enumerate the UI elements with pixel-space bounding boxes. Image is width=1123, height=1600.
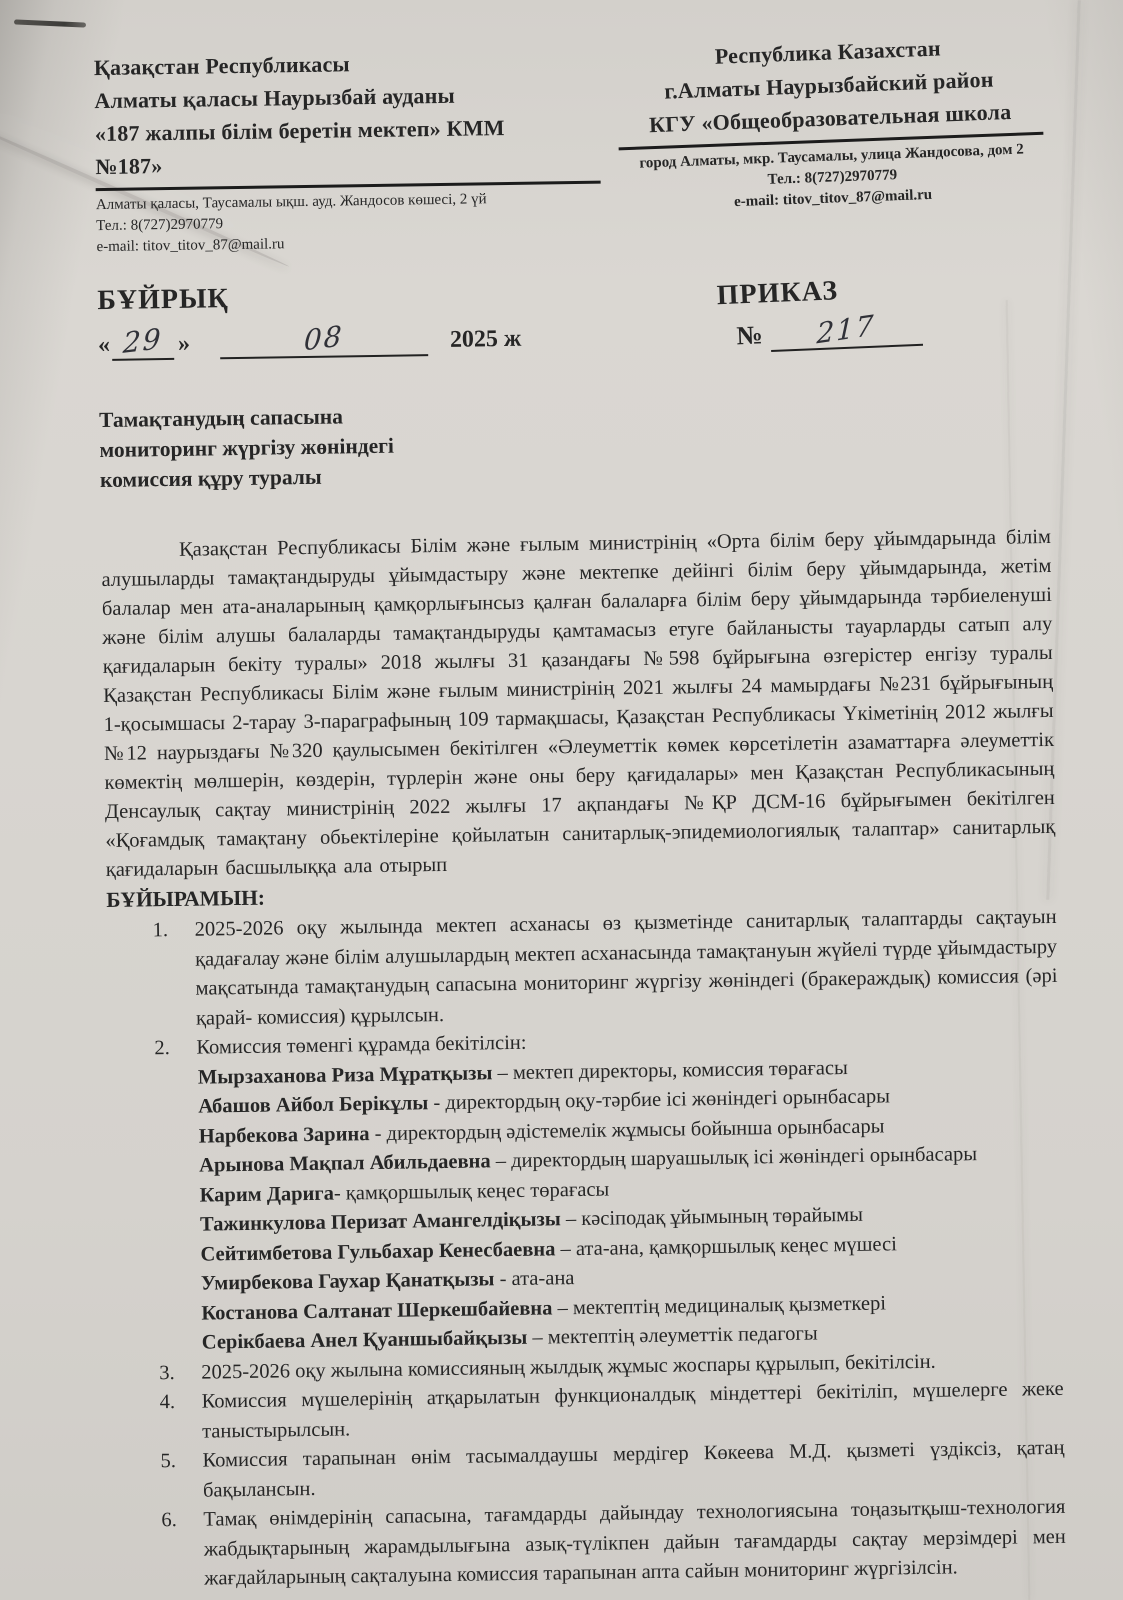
- phone-line: Тел.: 8(727)2970779: [96, 216, 224, 235]
- quote-close: »: [177, 330, 191, 357]
- item-number: 3.: [159, 1361, 175, 1384]
- order-item: [115, 1493, 1066, 1596]
- address-line: Алматы қаласы, Таусамалы ықш. ауд. Жандосов көшесі, 2 үй: [95, 191, 487, 214]
- org-name-line: Республика Казахстан: [714, 35, 942, 69]
- order-block-russian: [716, 266, 1049, 356]
- order-block-kazakh: [97, 276, 658, 361]
- order-title-kk: БҰЙРЫҚ: [97, 283, 229, 317]
- member-role: – директордың шаруашылық ісі жөніндегі орынбасары: [490, 1143, 978, 1173]
- member-role: – мектептің әлеуметтік педагогы: [527, 1322, 818, 1349]
- number-blank: [770, 308, 923, 352]
- item-number: 1.: [152, 919, 169, 942]
- order-items: [106, 903, 1066, 1596]
- address-line: город Алматы, мкр. Таусамалы, улица Жандосова, дом 2: [639, 141, 1024, 172]
- number-sign: №: [735, 320, 764, 351]
- org-name-line: Қазақстан Республикасы: [93, 51, 351, 81]
- member-role: – мектеп директоры, комиссия төрағасы: [492, 1056, 848, 1084]
- handwritten-number: 217: [816, 308, 877, 351]
- item-number: 2.: [154, 1037, 170, 1060]
- item-text: Комиссия төменгі құрамда бекітілсін:: [196, 1031, 527, 1059]
- member-name: Серікбаева Анел Қуаншыбайқызы: [201, 1326, 528, 1354]
- member-role: – ата-ана, қамқоршылық кеңес мүшесі: [555, 1232, 898, 1260]
- letterhead-russian: [615, 28, 1046, 217]
- item-text: Тамақ өнімдерінің сапасына, тағамдарды дайындау технологиясына тоңазытқыш-технология жабдықтарының жарамдылығына азық-түлікпен дайын тағамдарды сақтау мерзімдері мен жағдайларының сақталуына комиссия тарапынан апта сайын мониторинг жүргізілсін.: [203, 1495, 1066, 1590]
- date-year: 2025 ж: [449, 325, 522, 353]
- member-name: Сейтимбетова Гульбахар Кенесбаевна: [200, 1237, 556, 1266]
- order-subject: [99, 391, 1050, 495]
- resolve-word: БҰЙЫРАМЫН:: [106, 885, 266, 912]
- subject-line: Тамақтанудың сапасына: [98, 404, 344, 433]
- item-text: Комиссия тарапынан өнім тасымалдаушы мердігер Көкеева М.Д. қызметі үздіксіз, қатаң бақылансын.: [202, 1436, 1065, 1502]
- item-text: 2025-2026 оқу жылында мектеп асханасы өз қызметінде санитарлық талаптарды сақтауын қадағалау және білім алушылардың мектеп асханасында тамақтануын жүйелі түрде ұйымдастыру мақсатында тамақтанудың сапасына мониторинг жүргізу жөніндегі (бракераждық) комиссия (әрі қарай- комиссия) құрылсын.: [194, 905, 1058, 1030]
- order-title-row: [97, 270, 1048, 361]
- date-month-blank: [220, 321, 428, 359]
- member-name: Тажинкулова Перизат Амангелдіқызы: [199, 1208, 561, 1236]
- item-text: 2025-2026 оқу жылына комиссияның жылдық жұмыс жоспары құрылып, бекітілсін.: [201, 1350, 936, 1384]
- subject-line: мониторинг жүргізу жөніндегі: [99, 433, 395, 463]
- order-item: [106, 903, 1058, 1035]
- member-name: Абашов Айбол Берікұлы: [198, 1092, 429, 1118]
- org-name-line: №187»: [95, 153, 163, 180]
- member-name: Карим Дарига: [199, 1182, 335, 1207]
- order-title-ru: ПРИКАЗ: [716, 275, 839, 312]
- order-date-line: [98, 318, 658, 361]
- letterhead-kazakh: [94, 44, 602, 258]
- handwritten-day: 29: [122, 321, 164, 360]
- member-name: Умирбекова Гаухар Қанатқызы: [200, 1268, 495, 1295]
- commission-members: [109, 1050, 1063, 1359]
- letterhead: [94, 37, 1047, 258]
- date-day-blank: [112, 321, 175, 361]
- org-name-line: Алматы қаласы Наурызбай ауданы: [94, 82, 456, 114]
- email-line: e-mail: titov_titov_87@mail.ru: [96, 236, 285, 256]
- org-name-line: «187 жалпы білім беретін мектеп» КММ: [94, 115, 505, 147]
- member-name: Арынова Мақпал Абильдаевна: [199, 1150, 491, 1177]
- member-name: Нарбекова Зарина: [198, 1122, 370, 1148]
- org-name-line: КГУ «Общеобразовательная школа: [648, 98, 1012, 138]
- member-name: Костанова Салтанат Шеркешбайевна: [201, 1296, 553, 1325]
- subject-line: комиссия құру туралы: [99, 464, 322, 493]
- quote-open: «: [97, 331, 111, 359]
- member-role: - директордың оқу-тәрбие ісі жөніндегі орынбасары: [428, 1085, 891, 1115]
- member-role: – кәсіподақ ұйымының төрайымы: [560, 1203, 864, 1231]
- phone-line: Тел.: 8(727)2970779: [767, 167, 898, 188]
- item-number: 4.: [159, 1391, 176, 1414]
- order-number-line: [736, 306, 1049, 354]
- member-role: - директордың әдістемелік жұмысы бойынша орынбасары: [369, 1114, 885, 1145]
- item-number: 5.: [160, 1450, 177, 1473]
- document-content: [94, 37, 1067, 1595]
- handwritten-month: 08: [303, 319, 345, 358]
- member-name: Мырзаханова Риза Мұратқызы: [197, 1061, 493, 1089]
- staple-mark: [14, 19, 86, 27]
- item-text: Комиссия мүшелерінің атқарылатын функционалдық міндеттері бекітіліп, мүшелерге жеке таныстырылсын.: [201, 1377, 1064, 1443]
- preamble-paragraph: Қазақстан Республикасы Білім және ғылым министрінің «Орта білім беру ұйымдарында білім алушыларды тамақтандыруды ұйымдастыру және мектепке дейінгі білім беру ұйымдарында, жетім балалар мен ата-аналарының қамқорлығынсыз қалған балаларға білім беру ұйымдарында тәрбиеленуші және білім алушы балаларды тамақтандыруды қамтамасыз етуге байланысты тауарларды сатып алу қағидаларын бекіту туралы» 2018 жылғы 31 қазандағы №598 бұйрығына өзгерістер енгізу туралы Қазақстан Республикасы Білім және ғылым министрінің 2021 жылғы 24 мамырдағы №231 бұйрығының 1-қосымшасы 2-тарау 3-параграфының 109 тармақшасы, Қазақстан Республикасы Үкіметінің 2012 жылғы №12 наурыздағы №320 қаулысымен бекітілген «Әлеуметтік көмек көрсетілетін азаматтарға әлеуметтік көмектің мөлшерін, көздерін, түрлерін және оны беру қағидалары» мен Қазақстан Республикасының Денсаулық сақтау министрінің 2022 жылғы 17 ақпандағы №ҚР ДСМ-16 бұйрығымен бекітілген «Қоғамдық тамақтану обьектілеріне қойылатын санитарлық-эпидемиологиялық талаптар» санитарлық қағидаларын басшылыққа ала отырып: [101, 525, 1056, 882]
- member-role: – мектептің медициналық қызметкері: [552, 1291, 887, 1319]
- org-name-line: г.Алматы Наурызбайский район: [663, 66, 995, 104]
- item-number: 6.: [161, 1509, 177, 1532]
- member-role: - қамқоршылық кеңес төрағасы: [333, 1178, 610, 1205]
- email-line: e-mail: titov_titov_87@mail.ru: [733, 186, 933, 211]
- member-role: - ата-ана: [494, 1267, 575, 1291]
